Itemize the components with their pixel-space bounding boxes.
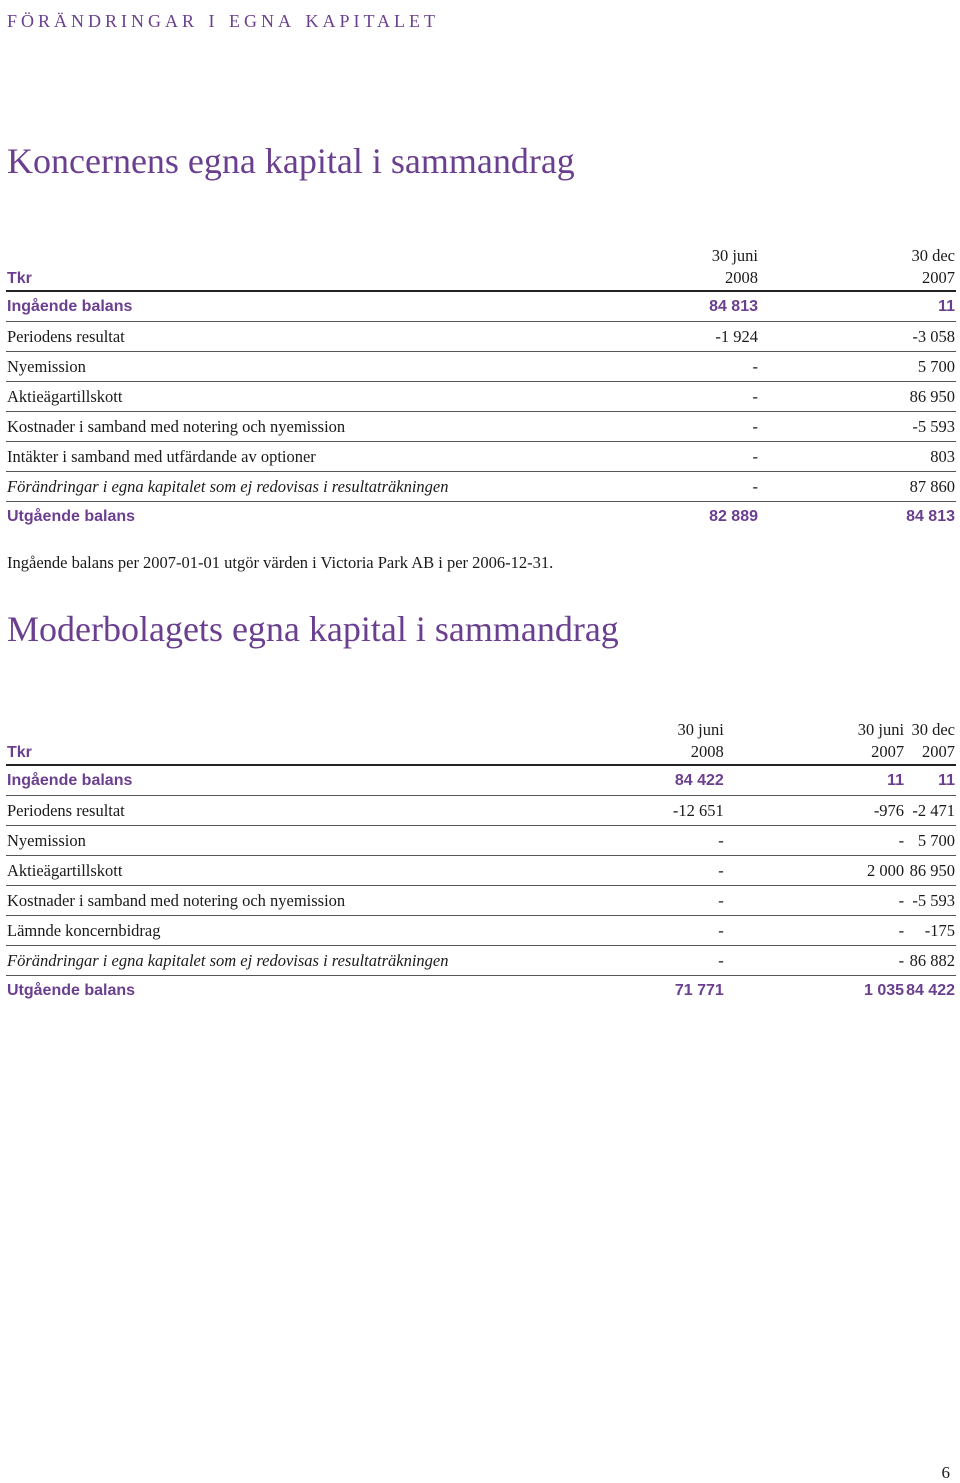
unit-label: Tkr: [6, 266, 566, 291]
row-label: Ingående balans: [6, 291, 566, 322]
header-row: [6, 266, 956, 291]
table-row: [6, 946, 956, 976]
row-value: -3 058: [759, 322, 956, 352]
row-value: -5 593: [905, 886, 956, 916]
column-header-line2: 2008: [500, 740, 725, 765]
table-row: [6, 412, 956, 442]
table-row: [6, 796, 956, 826]
header-row: [6, 718, 956, 740]
row-value: 2 000: [725, 856, 905, 886]
row-label: Kostnader i samband med notering och nyemission: [6, 886, 500, 916]
header-row: [6, 244, 956, 266]
table-row: [6, 765, 956, 796]
row-value: -: [566, 352, 759, 382]
column-header-line2: 2007: [759, 266, 956, 291]
row-value: -: [500, 916, 725, 946]
row-value: 82 889: [709, 507, 758, 525]
row-label: Utgående balans: [7, 981, 136, 999]
page-header: förändringar i egna kapitalet: [7, 4, 440, 33]
column-header-line1: 30 juni: [857, 720, 905, 739]
row-value: -12 651: [500, 796, 725, 826]
row-value: -: [725, 946, 905, 976]
header-blank: [6, 244, 566, 266]
row-value: -1 924: [566, 322, 759, 352]
table-row: [6, 826, 956, 856]
section-title-moderbolag: Moderbolagets egna kapital i sammandrag: [7, 609, 619, 649]
table-row: [6, 382, 956, 412]
row-value: -5 593: [759, 412, 956, 442]
row-value: 86 950: [905, 856, 956, 886]
row-value: 803: [759, 442, 956, 472]
row-value: 86 882: [905, 946, 956, 976]
row-value: -: [566, 412, 759, 442]
row-value: 1 035: [864, 981, 905, 999]
row-value: -: [725, 886, 905, 916]
column-header-line2: 2007: [905, 740, 956, 765]
row-value: -: [566, 382, 759, 412]
table-row: [6, 976, 956, 1006]
row-value: 5 700: [759, 352, 956, 382]
row-label: Ingående balans: [6, 765, 500, 796]
row-label: Aktieägartillskott: [6, 382, 566, 412]
row-value: -: [500, 946, 725, 976]
row-value: 84 422: [500, 765, 725, 796]
row-value: 87 860: [759, 472, 956, 502]
row-value: -: [566, 472, 759, 502]
table-row: [6, 291, 956, 322]
row-label: Intäkter i samband med utfärdande av optioner: [6, 442, 566, 472]
row-value: -: [725, 826, 905, 856]
row-label: Lämnde koncernbidrag: [6, 916, 500, 946]
row-value: -2 471: [905, 796, 956, 826]
column-header-line1: 30 dec: [911, 246, 955, 265]
table-row: [6, 352, 956, 382]
table-row: [6, 916, 956, 946]
row-label: Periodens resultat: [6, 322, 566, 352]
column-header-line2: 2008: [566, 266, 759, 291]
row-label: Periodens resultat: [6, 796, 500, 826]
table-moderbolag: [6, 718, 956, 1005]
row-value: 71 771: [674, 981, 724, 999]
section-title-koncern: Koncernens egna kapital i sammandrag: [7, 141, 575, 181]
row-value: 84 813: [906, 507, 955, 525]
footnote: Ingående balans per 2007-01-01 utgör värden i Victoria Park AB i per 2006-12-31.: [7, 553, 554, 572]
header-blank: [6, 718, 500, 740]
row-value: -: [500, 856, 725, 886]
table-row: [6, 322, 956, 352]
row-label: Aktieägartillskott: [6, 856, 500, 886]
row-label: Kostnader i samband med notering och nyemission: [6, 412, 566, 442]
table-row: [6, 502, 956, 532]
table-koncern: [6, 244, 956, 531]
row-value: 11: [725, 765, 905, 796]
row-label: Nyemission: [6, 352, 566, 382]
row-label: Nyemission: [6, 826, 500, 856]
page-number: 6: [941, 1463, 950, 1482]
row-value: 5 700: [905, 826, 956, 856]
row-value: 84 813: [566, 291, 759, 322]
unit-label: Tkr: [6, 740, 500, 765]
table-row: [6, 856, 956, 886]
row-value: -: [566, 442, 759, 472]
row-value: 11: [905, 765, 956, 796]
row-label: Förändringar i egna kapitalet som ej redovisas i resultaträkningen: [6, 472, 566, 502]
table-row: [6, 442, 956, 472]
row-label: Förändringar i egna kapitalet som ej redovisas i resultaträkningen: [6, 946, 500, 976]
column-header-line1: 30 juni: [711, 246, 758, 265]
column-header-line2: 2007: [725, 740, 905, 765]
row-value: -976: [725, 796, 905, 826]
column-header-line1: 30 dec: [911, 720, 955, 739]
row-value: -: [500, 826, 725, 856]
row-value: -175: [905, 916, 956, 946]
column-header-line1: 30 juni: [677, 720, 724, 739]
table-row: [6, 886, 956, 916]
row-value: -: [725, 916, 905, 946]
row-value: -: [500, 886, 725, 916]
row-label: Utgående balans: [7, 507, 136, 525]
table-row: [6, 472, 956, 502]
row-value: 11: [759, 291, 956, 322]
row-value: 84 422: [906, 981, 955, 999]
header-row: [6, 740, 956, 765]
row-value: 86 950: [759, 382, 956, 412]
